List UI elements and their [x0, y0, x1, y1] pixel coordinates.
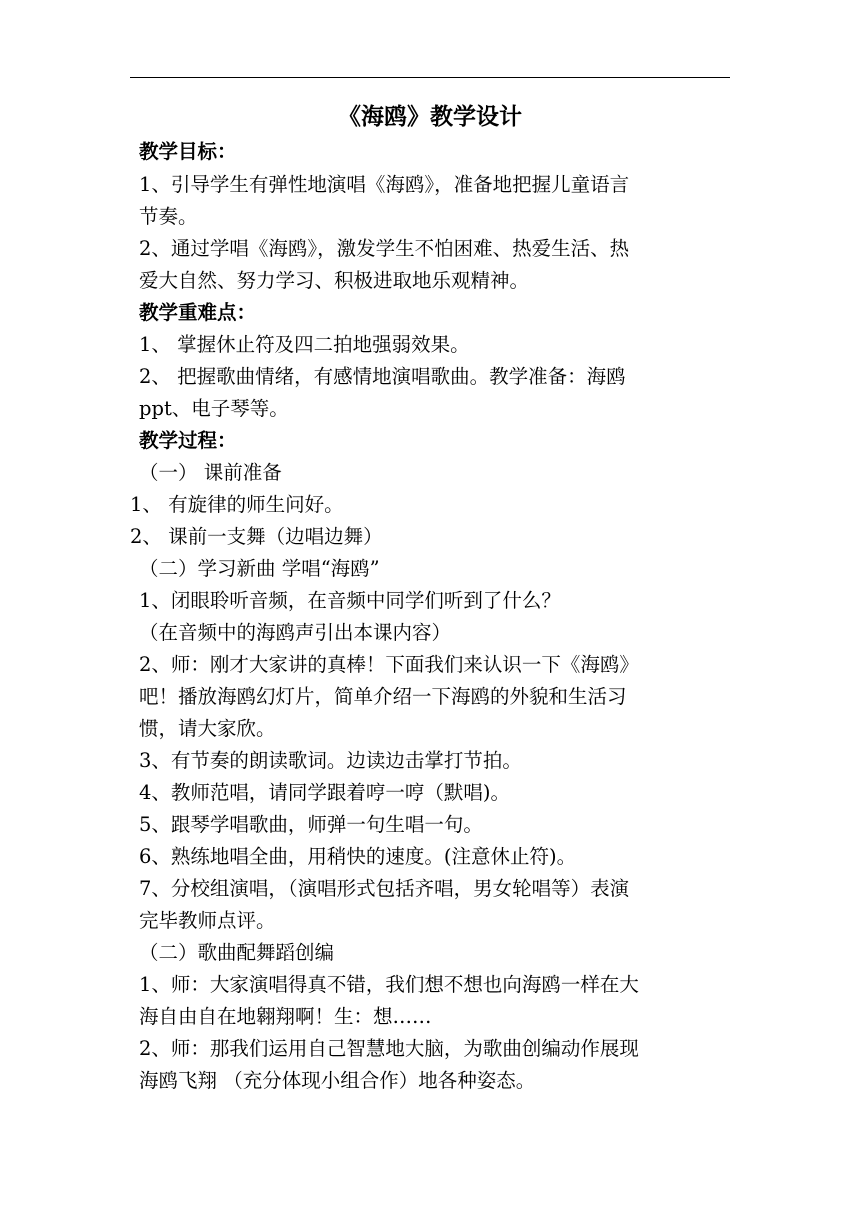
text-line: 1、师：大家演唱得真不错，我们想不想也向海鸥一样在大 [139, 973, 639, 996]
text-line: 1、 有旋律的师生问好。 [130, 493, 344, 516]
text-line: 2、师：那我们运用自己智慧地大脑，为歌曲创编动作展现 [139, 1037, 639, 1060]
document-title: 《海鸥》教学设计 [338, 103, 522, 130]
text-line: （二）学习新曲 学唱“海鸥” [139, 557, 380, 580]
text-line: 6、熟练地唱全曲，用稍快的速度。(注意休止符)。 [139, 845, 577, 868]
text-line: 完毕教师点评。 [139, 909, 276, 932]
text-line: （一） 课前准备 [139, 461, 282, 484]
text-line: ppt、电子琴等。 [139, 397, 289, 420]
text-line: 2、师：刚才大家讲的真棒！下面我们来认识一下《海鸥》 [139, 653, 639, 676]
text-line: 吧！播放海鸥幻灯片，简单介绍一下海鸥的外貌和生活习 [139, 685, 627, 708]
text-line: 1、引导学生有弹性地演唱《海鸥》，准备地把握儿童语言 [139, 173, 630, 196]
text-line: 爱大自然、努力学习、积极进取地乐观精神。 [139, 269, 530, 292]
text-line: 1、闭眼聆听音频，在音频中同学们听到了什么？ [139, 589, 561, 612]
text-line: （在音频中的海鸥声引出本课内容） [139, 621, 452, 644]
section-heading-objectives: 教学目标： [139, 140, 237, 163]
text-line: 3、有节奏的朗读歌词。边读边击掌打节拍。 [139, 749, 522, 772]
text-line: 7、分校组演唱，（演唱形式包括齐唱，男女轮唱等）表演 [139, 877, 630, 900]
text-line: （二）歌曲配舞蹈创编 [139, 941, 335, 964]
header-rule [130, 77, 730, 78]
text-line: 2、通过学唱《海鸥》，激发学生不怕困难、热爱生活、热 [139, 237, 630, 260]
text-line: 2、 把握歌曲情绪，有感情地演唱歌曲。教学准备：海鸥 [139, 365, 626, 388]
text-line: 5、跟琴学唱歌曲，师弹一句生唱一句。 [139, 813, 483, 836]
text-line: 海鸥飞翔 （充分体现小组合作）地各种姿态。 [139, 1069, 536, 1092]
text-line: 海自由自在地翱翔啊！生：想…… [139, 1005, 432, 1028]
text-line: 2、 课前一支舞（边唱边舞） [130, 525, 383, 548]
text-line: 惯，请大家欣。 [139, 717, 276, 740]
section-heading-key-points: 教学重难点： [139, 301, 257, 324]
text-line: 4、教师范唱，请同学跟着哼一哼（默唱)。 [139, 781, 511, 804]
section-heading-process: 教学过程： [139, 429, 237, 452]
text-line: 1、 掌握休止符及四二拍地强弱效果。 [139, 333, 470, 356]
text-line: 节奏。 [139, 205, 198, 228]
